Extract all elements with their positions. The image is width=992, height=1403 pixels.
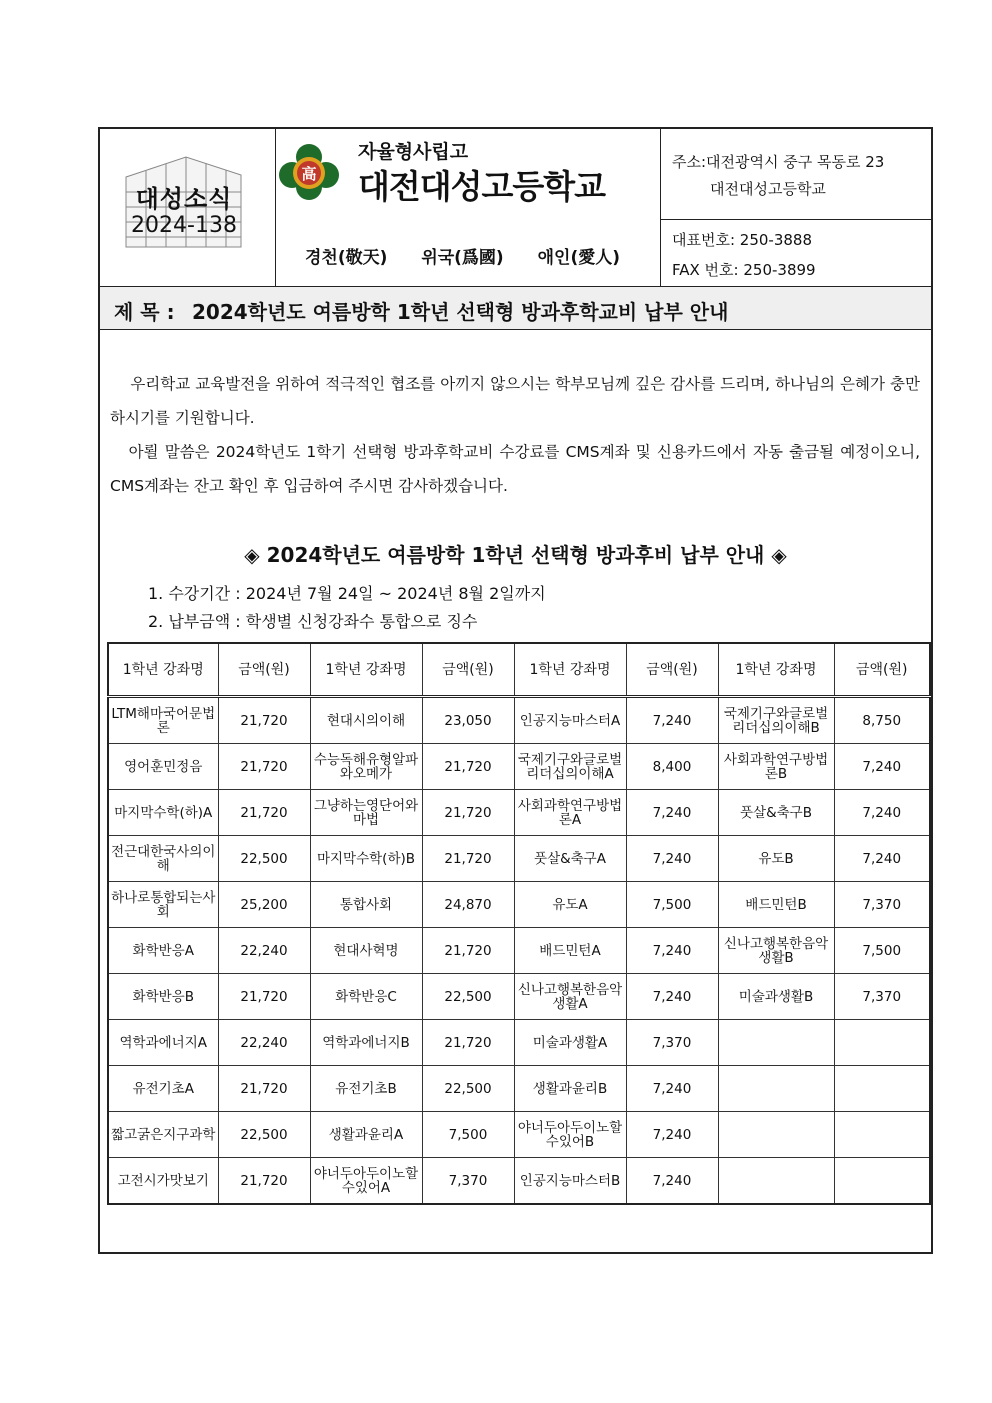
table-row bbox=[108, 1112, 930, 1158]
course-name-cell: LTM해마국어문법론 bbox=[108, 697, 218, 744]
school-name: 대전대성고등학교 bbox=[358, 167, 606, 206]
course-name-cell: 유전기초A bbox=[108, 1066, 218, 1112]
greeting-paragraph: 우리학교 교육발전을 위하여 적극적인 협조를 아끼지 않으시는 학부모님께 깊은 감사를 드리며, 하나님의 은혜가 충만하시기를 기원합니다. bbox=[110, 375, 920, 427]
course-name-cell: 현대사혁명 bbox=[310, 928, 422, 974]
course-name-cell: 마지막수학(하)A bbox=[108, 790, 218, 836]
fee-amount-cell: 22,500 bbox=[218, 1112, 310, 1158]
fee-amount-cell: 21,720 bbox=[422, 928, 514, 974]
course-name-cell: 현대시의이해 bbox=[310, 697, 422, 744]
course-name-cell: 유도B bbox=[718, 836, 834, 882]
fee-amount-cell: 7,240 bbox=[626, 790, 718, 836]
table-row bbox=[108, 836, 930, 882]
subject-bar bbox=[100, 286, 931, 330]
course-name-cell: 국제기구와글로벌리더십의이해A bbox=[514, 744, 626, 790]
table-row bbox=[108, 882, 930, 928]
course-name-cell: 사회과학연구방법론B bbox=[718, 744, 834, 790]
fee-amount-cell: 7,240 bbox=[626, 1066, 718, 1112]
notice-item-period: 1. 수강기간 : 2024년 7월 24일 ~ 2024년 8월 2일까지 bbox=[148, 584, 546, 603]
fee-amount-cell: 7,500 bbox=[626, 882, 718, 928]
course-name-cell: 그냥하는영단어와마법 bbox=[310, 790, 422, 836]
table-row bbox=[108, 928, 930, 974]
column-header: 금액(원) bbox=[218, 643, 310, 697]
fee-amount-cell: 8,750 bbox=[834, 697, 930, 744]
course-name-cell: 역학과에너지A bbox=[108, 1020, 218, 1066]
fee-amount-cell bbox=[834, 1158, 930, 1205]
fee-amount-cell: 7,500 bbox=[834, 928, 930, 974]
course-name-cell: 신나고행복한음악생활A bbox=[514, 974, 626, 1020]
fee-amount-cell bbox=[834, 1020, 930, 1066]
subject-text: 2024학년도 여름방학 1학년 선택형 방과후학교비 납부 안내 bbox=[192, 300, 729, 324]
course-name-cell: 유도A bbox=[514, 882, 626, 928]
fee-amount-cell: 7,370 bbox=[834, 974, 930, 1020]
column-header: 1학년 강좌명 bbox=[718, 643, 834, 697]
course-name-cell: 생활과윤리B bbox=[514, 1066, 626, 1112]
notice-title: ◈ 2024학년도 여름방학 1학년 선택형 방과후비 납부 안내 ◈ bbox=[244, 543, 787, 567]
course-name-cell: 수능독해유형알파와오메가 bbox=[310, 744, 422, 790]
course-name-cell: 통합사회 bbox=[310, 882, 422, 928]
fee-amount-cell: 7,240 bbox=[834, 790, 930, 836]
table-row bbox=[108, 790, 930, 836]
motto-item: 애인(愛人) bbox=[537, 248, 621, 268]
fee-amount-cell: 7,370 bbox=[834, 882, 930, 928]
svg-text:高: 高 bbox=[301, 165, 317, 183]
fee-amount-cell: 7,370 bbox=[626, 1020, 718, 1066]
table-row bbox=[108, 744, 930, 790]
fee-amount-cell: 7,240 bbox=[626, 697, 718, 744]
fee-amount-cell bbox=[834, 1112, 930, 1158]
fee-amount-cell: 24,870 bbox=[422, 882, 514, 928]
school-logo-icon bbox=[278, 143, 340, 203]
newsletter-number: 2024-138 bbox=[131, 213, 237, 238]
newsletter-title: 대성소식 bbox=[135, 185, 233, 213]
fee-amount-cell: 7,240 bbox=[626, 974, 718, 1020]
course-name-cell: 고전시가맛보기 bbox=[108, 1158, 218, 1205]
course-name-cell: 사회과학연구방법론A bbox=[514, 790, 626, 836]
fee-amount-cell: 8,400 bbox=[626, 744, 718, 790]
course-name-cell: 역학과에너지B bbox=[310, 1020, 422, 1066]
fee-amount-cell: 22,240 bbox=[218, 928, 310, 974]
fee-amount-cell: 22,500 bbox=[218, 836, 310, 882]
course-name-cell: 인공지능마스터A bbox=[514, 697, 626, 744]
school-type: 자율형사립고 bbox=[358, 141, 469, 163]
column-header: 1학년 강좌명 bbox=[514, 643, 626, 697]
notice-item-amount: 2. 납부금액 : 학생별 신청강좌수 통합으로 징수 bbox=[148, 612, 478, 631]
fee-amount-cell: 22,240 bbox=[218, 1020, 310, 1066]
fee-amount-cell: 21,720 bbox=[218, 790, 310, 836]
school-motto bbox=[305, 243, 648, 268]
course-name-cell: 영어훈민정음 bbox=[108, 744, 218, 790]
fee-amount-cell: 21,720 bbox=[218, 697, 310, 744]
course-name-cell: 전근대한국사의이해 bbox=[108, 836, 218, 882]
fee-amount-cell: 23,050 bbox=[422, 697, 514, 744]
fee-amount-cell: 21,720 bbox=[218, 1158, 310, 1205]
table-row bbox=[108, 697, 930, 744]
course-name-cell: 미술과생활A bbox=[514, 1020, 626, 1066]
table-row bbox=[108, 974, 930, 1020]
course-name-cell bbox=[718, 1066, 834, 1112]
column-header: 금액(원) bbox=[626, 643, 718, 697]
subject-label: 제 목 : bbox=[114, 300, 175, 324]
column-header: 1학년 강좌명 bbox=[310, 643, 422, 697]
course-name-cell: 풋살&축구A bbox=[514, 836, 626, 882]
course-name-cell: 짧고굵은지구과학 bbox=[108, 1112, 218, 1158]
course-name-cell: 풋살&축구B bbox=[718, 790, 834, 836]
course-name-cell: 유전기초B bbox=[310, 1066, 422, 1112]
table-row bbox=[108, 1020, 930, 1066]
course-name-cell: 미술과생활B bbox=[718, 974, 834, 1020]
column-header: 금액(원) bbox=[422, 643, 514, 697]
fee-amount-cell: 7,500 bbox=[422, 1112, 514, 1158]
motto-item: 경천(敬天) bbox=[305, 248, 388, 268]
course-name-cell: 야너두아두이노할수있어A bbox=[310, 1158, 422, 1205]
course-name-cell: 배드민턴A bbox=[514, 928, 626, 974]
fee-amount-cell: 25,200 bbox=[218, 882, 310, 928]
school-address: 주소:대전광역시 중구 목동로 23 대전대성고등학교 bbox=[672, 153, 885, 198]
course-name-cell: 하나로통합되는사회 bbox=[108, 882, 218, 928]
course-name-cell: 마지막수학(하)B bbox=[310, 836, 422, 882]
table-row bbox=[108, 1066, 930, 1112]
fee-amount-cell: 7,240 bbox=[626, 928, 718, 974]
fax-number: FAX 번호: 250-3899 bbox=[672, 261, 816, 279]
fee-amount-cell: 22,500 bbox=[422, 1066, 514, 1112]
fee-amount-cell: 22,500 bbox=[422, 974, 514, 1020]
fee-amount-cell: 21,720 bbox=[218, 974, 310, 1020]
course-name-cell: 생활과윤리A bbox=[310, 1112, 422, 1158]
fee-amount-cell: 7,240 bbox=[626, 836, 718, 882]
column-header: 1학년 강좌명 bbox=[108, 643, 218, 697]
fee-amount-cell: 7,240 bbox=[834, 836, 930, 882]
table-header-row bbox=[108, 643, 930, 697]
course-name-cell: 야너두아두이노할수있어B bbox=[514, 1112, 626, 1158]
fee-amount-cell: 21,720 bbox=[218, 1066, 310, 1112]
phone-number: 대표번호: 250-3888 bbox=[672, 231, 812, 249]
course-name-cell: 배드민턴B bbox=[718, 882, 834, 928]
column-header: 금액(원) bbox=[834, 643, 930, 697]
course-name-cell bbox=[718, 1158, 834, 1205]
notice-paragraph: 아뢸 말씀은 2024학년도 1학기 선택형 방과후학교비 수강료를 CMS계좌 및 신용카드에서 자동 출금될 예정이오니, CMS계좌는 잔고 확인 후 입금하여 주시면 감사하겠습니다. bbox=[110, 443, 921, 495]
fee-amount-cell: 7,240 bbox=[626, 1112, 718, 1158]
course-name-cell: 인공지능마스터B bbox=[514, 1158, 626, 1205]
fee-amount-cell: 21,720 bbox=[422, 790, 514, 836]
table-row bbox=[108, 1158, 930, 1205]
header bbox=[100, 129, 931, 286]
fee-amount-cell: 7,240 bbox=[626, 1158, 718, 1205]
course-name-cell: 신나고행복한음악생활B bbox=[718, 928, 834, 974]
motto-item: 위국(爲國) bbox=[421, 248, 504, 268]
course-name-cell bbox=[718, 1112, 834, 1158]
fee-amount-cell: 21,720 bbox=[422, 744, 514, 790]
document-frame bbox=[98, 127, 933, 1254]
fee-amount-cell bbox=[834, 1066, 930, 1112]
course-name-cell bbox=[718, 1020, 834, 1066]
fee-amount-cell: 7,370 bbox=[422, 1158, 514, 1205]
fee-table bbox=[107, 642, 931, 1205]
fee-amount-cell: 21,720 bbox=[422, 1020, 514, 1066]
fee-amount-cell: 21,720 bbox=[218, 744, 310, 790]
contact-numbers bbox=[672, 225, 816, 285]
newsletter-badge bbox=[100, 129, 275, 286]
fee-amount-cell: 21,720 bbox=[422, 836, 514, 882]
course-name-cell: 화학반응B bbox=[108, 974, 218, 1020]
course-name-cell: 국제기구와글로벌리더십의이해B bbox=[718, 697, 834, 744]
course-name-cell: 화학반응C bbox=[310, 974, 422, 1020]
course-name-cell: 화학반응A bbox=[108, 928, 218, 974]
fee-amount-cell: 7,240 bbox=[834, 744, 930, 790]
